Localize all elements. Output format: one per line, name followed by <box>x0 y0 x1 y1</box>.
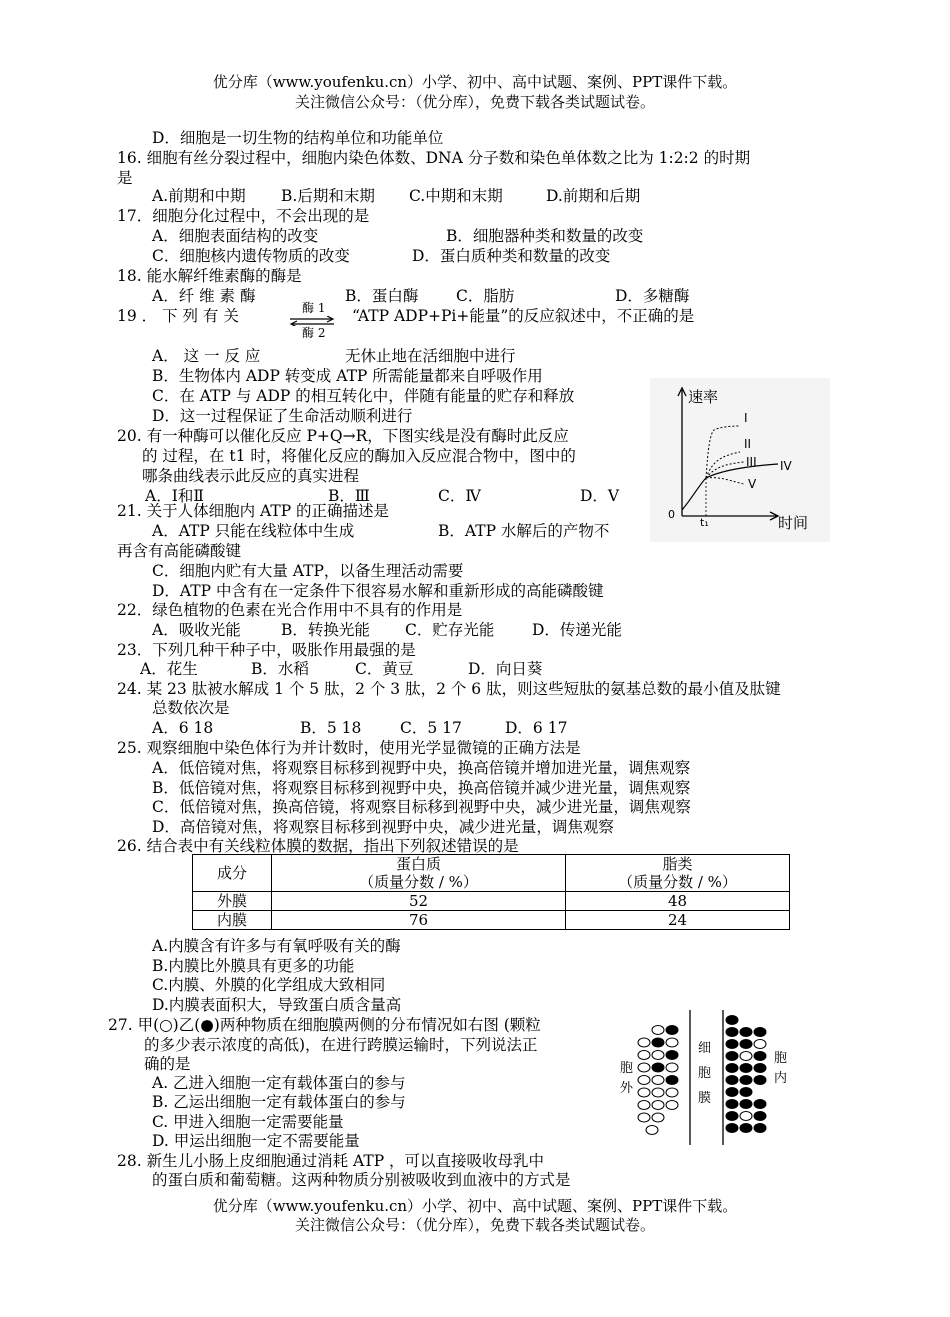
q18-option-a: A．纤 维 素 酶 <box>152 287 256 305</box>
particle-yi <box>666 1026 678 1035</box>
q18-option-d: D．多糖酶 <box>615 287 690 305</box>
outside-label-1: 胞 <box>620 1061 634 1076</box>
q21-option-b-cont: 再含有高能磷酸键 <box>117 542 242 560</box>
particle-jia <box>652 1113 664 1122</box>
particle-yi <box>754 1100 766 1109</box>
particle-yi <box>754 1076 766 1085</box>
q22-option-c: C．贮存光能 <box>405 621 495 639</box>
q25-stem: 25. 观察细胞中染色体行为并计数时，使用光学显微镜的正确方法是 <box>117 739 581 757</box>
q25-option-c: C．低倍镜对焦，换高倍镜，将观察目标移到视野中央，减少进光量，调焦观察 <box>152 798 691 816</box>
q27-option-d: D. 甲运出细胞一定不需要能量 <box>152 1132 360 1150</box>
particle-yi <box>726 1016 738 1025</box>
q19-enzyme-2-label: 酶 2 <box>302 326 326 340</box>
table-cell-lipid: 24 <box>566 911 790 930</box>
q16-option-a: A.前期和中期 <box>152 187 246 205</box>
chart-y-label: 速率 <box>688 388 719 406</box>
footer-line-2: 关注微信公众号：（优分库），免费下载各类试题试卷。 <box>294 1216 655 1234</box>
q22-option-d: D．传递光能 <box>532 621 622 639</box>
q22-option-a: A．吸收光能 <box>152 621 241 639</box>
q19-stem-reaction: “ATP ADP+Pi+能量”的反应叙述中，不正确的是 <box>352 307 695 325</box>
particle-jia <box>652 1076 664 1085</box>
particle-jia <box>652 1026 664 1035</box>
particle-yi <box>726 1076 738 1085</box>
particle-yi <box>740 1124 752 1133</box>
q21-option-c: C．细胞内贮有大量 ATP，以备生理活动需要 <box>152 562 464 580</box>
q16-stem-cont: 是 <box>117 169 133 187</box>
chart-t1-label: t₁ <box>700 516 709 529</box>
q21-option-b: B．ATP 水解后的产物不 <box>438 522 610 540</box>
q21-option-a: A．ATP 只能在线粒体中生成 <box>152 522 355 540</box>
table-header-protein-unit: （质量分数 / %） <box>359 873 478 891</box>
q27-stem: 27. 甲(○)乙(●)两种物质在细胞膜两侧的分布情况如右图 (颗粒 <box>108 1016 541 1034</box>
q20-option-d: D．Ⅴ <box>580 487 620 505</box>
curve-label-IV: IV <box>780 459 792 473</box>
inside-label-2: 内 <box>774 1071 788 1086</box>
particle-yi <box>726 1028 738 1037</box>
q19-option-a-cont: 无休止地在活细胞中进行 <box>345 347 516 365</box>
particle-jia <box>666 1063 678 1072</box>
particle-yi <box>666 1076 678 1085</box>
curve-label-V: V <box>748 477 757 491</box>
q27-option-a: A. 乙进入细胞一定有载体蛋白的参与 <box>152 1074 406 1092</box>
particle-yi <box>740 1028 752 1037</box>
particle-yi <box>754 1064 766 1073</box>
q15-option-d: D．细胞是一切生物的结构单位和功能单位 <box>152 129 444 147</box>
table-header-lipid-title: 脂类 <box>662 855 693 873</box>
q20-option-c: C．Ⅳ <box>438 487 481 505</box>
footer-line-1: 优分库（www.youfenku.cn）小学、初中、高中试题、案例、PPT课件下载。 <box>212 1197 738 1215</box>
particle-yi <box>740 1064 752 1073</box>
q26-stem: 26. 结合表中有关线粒体膜的数据，指出下列叙述错误的是 <box>117 837 519 855</box>
q17-option-a: A．细胞表面结构的改变 <box>152 227 319 245</box>
q28-stem: 28. 新生儿小肠上皮细胞通过消耗 ATP ，可以直接吸收母乳中 <box>117 1152 545 1170</box>
table-row <box>193 892 790 911</box>
curve-label-III: III <box>746 455 757 469</box>
particle-yi <box>754 1124 766 1133</box>
q26-option-a: A.内膜含有许多与有氧呼吸有关的酶 <box>152 937 401 955</box>
particle-jia <box>638 1051 650 1060</box>
q20-stem: 20. 有一种酶可以催化反应 P+Q→R，下图实线是没有酶时此反应 <box>117 427 569 445</box>
q21-stem: 21. 关于人体细胞内 ATP 的正确描述是 <box>117 502 390 520</box>
q17-option-b: B．细胞器种类和数量的改变 <box>446 227 644 245</box>
q28-stem-cont: 的蛋白质和葡萄糖。这两种物质分别被吸收到血液中的方式是 <box>152 1171 571 1189</box>
particle-yi <box>726 1088 738 1097</box>
reversible-arrow-icon <box>288 316 336 326</box>
particle-jia <box>666 1101 678 1110</box>
header-line-2: 关注微信公众号：（优分库），免费下载各类试题试卷。 <box>294 93 655 111</box>
q16-stem: 16. 细胞有丝分裂过程中，细胞内染色体数、DNA 分子数和染色单体数之比为 1:2:2 的时期 <box>117 149 751 167</box>
particle-jia <box>638 1113 650 1122</box>
q19-enzyme-1-label: 酶 1 <box>302 301 326 315</box>
reaction-rate-chart <box>650 378 830 542</box>
chart-x-label: 时间 <box>778 514 809 532</box>
q16-option-b: B.后期和末期 <box>281 187 375 205</box>
q17-stem: 17．细胞分化过程中，不会出现的是 <box>117 207 370 225</box>
particle-yi <box>666 1051 678 1060</box>
q19-option-c: C．在 ATP 与 ADP 的相互转化中，伴随有能量的贮存和释放 <box>152 387 575 405</box>
particle-jia <box>638 1101 650 1110</box>
particle-jia <box>638 1038 650 1047</box>
particle-yi <box>726 1100 738 1109</box>
q27-option-b: B. 乙运出细胞一定有载体蛋白的参与 <box>152 1093 406 1111</box>
q20-stem-cont-1: 的 过程，在 t1 时，将催化反应的酶加入反应混合物中，图中的 <box>142 447 576 465</box>
particle-jia <box>666 1088 678 1097</box>
inside-label-1: 胞 <box>774 1051 788 1066</box>
particle-jia <box>754 1040 766 1049</box>
q17-option-c: C．细胞核内遗传物质的改变 <box>152 247 350 265</box>
mitochondria-membrane-table <box>192 854 790 930</box>
outside-label-2: 外 <box>620 1081 634 1096</box>
table-cell-name: 内膜 <box>193 911 272 930</box>
particle-yi <box>754 1028 766 1037</box>
chart-origin-label: 0 <box>668 508 675 521</box>
particle-jia <box>638 1076 650 1085</box>
particle-jia <box>666 1038 678 1047</box>
particle-yi <box>740 1100 752 1109</box>
q19-stem-prefix: 19 ． 下 列 有 关 <box>117 307 239 325</box>
q24-option-a: A．6 18 <box>152 719 214 737</box>
q25-option-d: D．高倍镜对焦，将观察目标移到视野中央，减少进光量，调焦观察 <box>152 818 614 836</box>
particle-jia <box>652 1101 664 1110</box>
table-header-protein <box>272 855 566 892</box>
table-header-lipid <box>566 855 790 892</box>
particle-yi <box>740 1088 752 1097</box>
q16-option-d: D.前期和后期 <box>546 187 641 205</box>
q19-option-a: A． 这 一 反 应 <box>152 347 261 365</box>
particle-yi <box>726 1052 738 1061</box>
q20-stem-cont-2: 哪条曲线表示此反应的真实进程 <box>142 467 360 485</box>
particle-jia <box>638 1088 650 1097</box>
particle-jia <box>740 1052 752 1061</box>
table-header-lipid-unit: （质量分数 / %） <box>618 873 737 891</box>
membrane-label-1: 细 <box>698 1041 712 1056</box>
table-cell-protein: 52 <box>272 892 566 911</box>
particle-yi <box>726 1124 738 1133</box>
q23-option-b: B．水稻 <box>251 660 309 678</box>
q18-option-b: B．蛋白酶 <box>345 287 419 305</box>
q18-option-c: C．脂肪 <box>456 287 515 305</box>
particle-yi <box>726 1064 738 1073</box>
q21-option-d: D．ATP 中含有在一定条件下很容易水解和重新形成的高能磷酸键 <box>152 582 604 600</box>
particle-yi <box>726 1040 738 1049</box>
particle-jia <box>740 1112 752 1121</box>
q26-option-c: C.内膜、外膜的化学组成大致相同 <box>152 976 386 994</box>
table-cell-protein: 76 <box>272 911 566 930</box>
particle-yi <box>754 1052 766 1061</box>
q24-option-b: B．5 18 <box>300 719 362 737</box>
particle-yi <box>740 1040 752 1049</box>
particle-yi <box>652 1063 664 1072</box>
q23-stem: 23．下列几种干种子中，吸胀作用最强的是 <box>117 641 416 659</box>
q24-stem: 24. 某 23 肽被水解成 1 个 5 肽，2 个 3 肽，2 个 6 肽，则这些短肽的氨基总数的最小值及肽键 <box>117 680 781 698</box>
q23-option-a: A．花生 <box>140 660 198 678</box>
inside-particles <box>726 1016 766 1133</box>
table-header-protein-title: 蛋白质 <box>395 855 441 873</box>
q27-stem-cont-2: 确的是 <box>144 1055 191 1073</box>
q24-option-d: D．6 17 <box>505 719 568 737</box>
q27-stem-cont-1: 的多少表示浓度的高低)，在进行跨膜运输时，下列说法正 <box>144 1036 538 1054</box>
q26-option-b: B.内膜比外膜具有更多的功能 <box>152 957 355 975</box>
q24-option-c: C．5 17 <box>400 719 462 737</box>
q26-option-d: D.内膜表面积大，导致蛋白质含量高 <box>152 996 402 1014</box>
table-header-component: 成分 <box>193 855 272 892</box>
particle-yi <box>726 1112 738 1121</box>
particle-jia <box>652 1088 664 1097</box>
q23-option-d: D．向日葵 <box>468 660 543 678</box>
header-line-1: 优分库（www.youfenku.cn）小学、初中、高中试题、案例、PPT课件下载。 <box>212 73 738 91</box>
q22-stem: 22．绿色植物的色素在光合作用中不具有的作用是 <box>117 601 463 619</box>
q23-option-c: C．黄豆 <box>355 660 414 678</box>
membrane-label-2: 胞 <box>698 1066 712 1081</box>
outside-particles <box>638 1026 678 1135</box>
q20-option-b: B．Ⅲ <box>328 487 370 505</box>
curve-label-II: II <box>744 437 752 451</box>
q19-option-b: B．生物体内 ADP 转变成 ATP 所需能量都来自呼吸作用 <box>152 367 543 385</box>
q16-option-c: C.中期和末期 <box>409 187 503 205</box>
table-cell-name: 外膜 <box>193 892 272 911</box>
table-row <box>193 911 790 930</box>
membrane-distribution-diagram <box>614 1010 804 1145</box>
q18-stem: 18. 能水解纤维素酶的酶是 <box>117 267 302 285</box>
membrane-label-3: 膜 <box>698 1091 712 1106</box>
q27-option-c: C. 甲进入细胞一定需要能量 <box>152 1113 344 1131</box>
particle-yi <box>652 1038 664 1047</box>
q22-option-b: B．转换光能 <box>281 621 370 639</box>
particle-yi <box>740 1076 752 1085</box>
curve-label-I: I <box>744 411 748 425</box>
particle-jia <box>638 1063 650 1072</box>
q20-option-a: A．Ⅰ和Ⅱ <box>145 487 204 505</box>
q25-option-b: B．低倍镜对焦，将观察目标移到视野中央，换高倍镜并减少进光量，调焦观察 <box>152 779 691 797</box>
table-cell-lipid: 48 <box>566 892 790 911</box>
table-header-row <box>193 855 790 892</box>
q24-stem-cont: 总数依次是 <box>152 699 230 717</box>
particle-jia <box>652 1051 664 1060</box>
particle-yi <box>754 1112 766 1121</box>
q25-option-a: A．低倍镜对焦，将观察目标移到视野中央，换高倍镜并增加进光量，调焦观察 <box>152 759 691 777</box>
q17-option-d: D．蛋白质种类和数量的改变 <box>412 247 611 265</box>
q19-option-d: D．这一过程保证了生命活动顺利进行 <box>152 407 413 425</box>
particle-jia <box>646 1126 658 1135</box>
